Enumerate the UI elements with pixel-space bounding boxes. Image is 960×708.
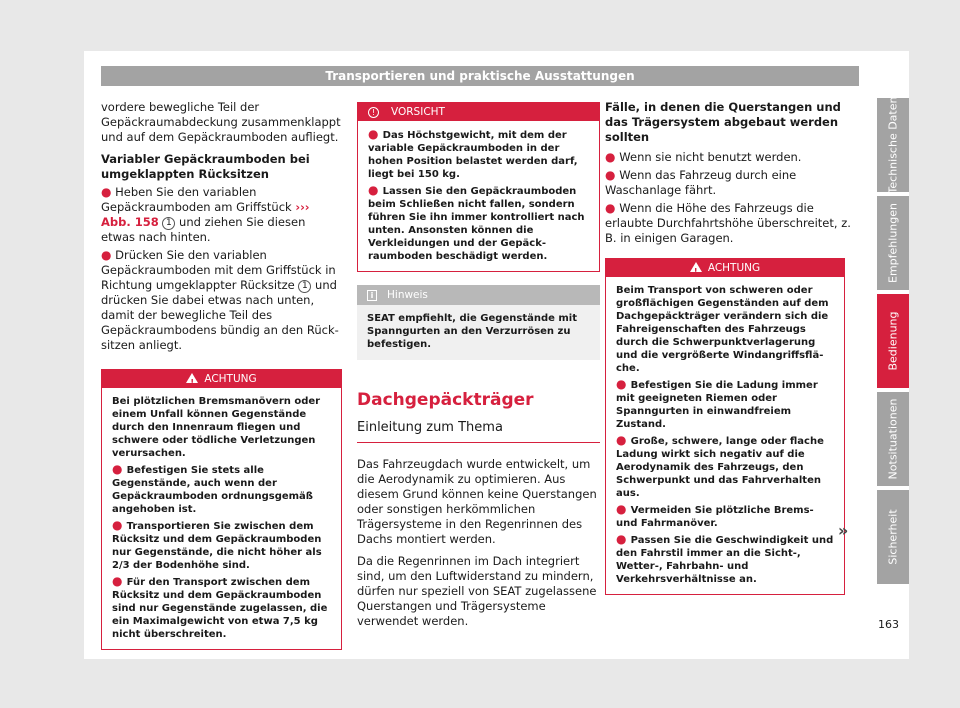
warning-icon bbox=[690, 262, 702, 272]
warning-item: ● Befestigen Sie stets alle Gegenstände, auch wenn der Gepäckraumboden ordnungsgemäß angehoben ist. bbox=[112, 462, 313, 515]
paragraph: Da die Regenrinnen im Dach integriert sind, um den Luftwiderstand zu mindern, dürfen nur speziell von SEAT zugelassene Querstangen und Trägersysteme verwendet werden. bbox=[357, 554, 597, 628]
column-3 bbox=[605, 100, 859, 595]
warning-item: ● Transportieren Sie zwischen dem Rücksitz und dem Gepäckraumboden nur Gegenstände, die nicht höher als 2/3 der Bodenhöhe sind. bbox=[112, 518, 322, 571]
caution-box bbox=[357, 102, 600, 272]
continue-marker: » bbox=[838, 521, 849, 540]
column-2 bbox=[357, 102, 600, 636]
info-icon: i bbox=[367, 290, 377, 301]
column-1 bbox=[101, 100, 342, 650]
tab-sicherheit[interactable]: Sicherheit bbox=[877, 490, 909, 584]
warning-item: ● Vermeiden Sie plötzliche Brems- und Fahrmanöver. bbox=[616, 502, 814, 529]
bullet-icon: ● bbox=[101, 185, 112, 199]
intro-paragraph: vordere bewegliche Teil der Gepäckraumabdeckung zusammenklappt und auf dem Gepäckraumboden aufliegt. bbox=[101, 100, 341, 144]
subheading: Fälle, in denen die Querstangen und das Trägersystem abgebaut werden sollten bbox=[605, 100, 841, 144]
figure-link[interactable]: ››› Abb. 158 bbox=[101, 200, 310, 229]
subsection-title: Einleitung zum Thema bbox=[357, 420, 600, 443]
warning-item: ● Für den Transport zwischen dem Rücksitz und dem Gepäckraumboden sind nur Gegenstände zugelassen, die ein Maximalgewicht von etwa 7,5 kg nicht überschreiten. bbox=[112, 574, 328, 640]
bullet-icon: ● bbox=[101, 248, 112, 262]
tab-notsituationen[interactable]: Notsituationen bbox=[877, 392, 909, 486]
note-header: i Hinweis bbox=[357, 285, 600, 305]
section-title: Dachgepäckträger bbox=[357, 390, 534, 410]
note-box bbox=[357, 285, 600, 360]
warning-icon bbox=[186, 373, 198, 383]
caution-icon: ! bbox=[368, 107, 379, 118]
warning-header: !ACHTUNG bbox=[102, 370, 341, 388]
note-text: SEAT empfiehlt, die Gegenstände mit Spanngurten an den Verzurrösen zu befestigen. bbox=[367, 313, 578, 350]
list-item: ● Heben Sie den variablen Gepäckraumboden am Griffstück ››› Abb. 158 1 und ziehen Sie diesen etwas nach hinten. bbox=[101, 185, 310, 244]
caution-header: ! VORSICHT bbox=[358, 103, 599, 121]
warning-item: ● Große, schwere, lange oder flache Ladung wirkt sich negativ auf die Aerodynamik des Fahrzeugs, den Schwerpunkt und das Fahrverhalten aus. bbox=[616, 433, 824, 499]
tab-empfehlungen[interactable]: Empfehlungen bbox=[877, 196, 909, 290]
list-item: ● Drücken Sie den variablen Gepäckraumboden mit dem Griffstück in Richtung umgeklappter Rücksitze 1 und drücken Sie dabei etwas nach unten, damit der bewegliche Teil des Gepäckraumbodens bündig an den Rücksitzen anliegt. bbox=[101, 248, 339, 352]
chapter-header: Transportieren und praktische Ausstattungen bbox=[101, 66, 859, 86]
subheading: Variabler Gepäckraumboden bei umgeklappten Rücksitzen bbox=[101, 152, 310, 181]
page-number: 163 bbox=[878, 618, 899, 631]
tab-bedienung[interactable]: Bedienung bbox=[877, 294, 909, 388]
warning-header: !ACHTUNG bbox=[606, 259, 844, 277]
warning-box bbox=[101, 369, 342, 650]
caution-item: ● Das Höchstgewicht, mit dem der variable Gepäckraumboden in der hohen Position belastet werden darf, liegt bei 150 kg. bbox=[368, 127, 578, 180]
list-item: ● Wenn das Fahrzeug durch eine Waschanlage fährt. bbox=[605, 168, 797, 197]
list-item: ● Wenn sie nicht benutzt werden. bbox=[605, 150, 802, 164]
list-item: ● Wenn die Höhe des Fahrzeugs die erlaubte Durchfahrtshöhe überschreitet, z. B. in einigen Garagen. bbox=[605, 201, 851, 245]
warning-text: Beim Transport von schweren oder großflächigen Gegenständen auf dem Dachgepäckträger verändern sich die Fahreigenschaften des Fahrzeugs durch die Schwerpunktverlagerung und die vergrößerte Windangriffsfläche. bbox=[616, 285, 829, 374]
warning-text: Bei plötzlichen Bremsmanövern oder einem Unfall können Gegenstände durch den Innenraum fliegen und schwere oder tödliche Verletzungen verursachen. bbox=[112, 396, 321, 459]
warning-box bbox=[605, 258, 845, 595]
warning-item: ● Passen Sie die Geschwindigkeit und den Fahrstil immer an die Sicht-, Wetter-, Fahrbahn- und Verkehrsverhältnisse an. bbox=[616, 532, 834, 585]
callout-number: 1 bbox=[298, 280, 311, 293]
caution-item: ● Lassen Sie den Gepäckraumboden beim Schließen nicht fallen, sondern führen Sie ihn immer kontrolliert nach unten. Ansonsten können die Verkleidungen und der Gepäckraumboden beschädigt werden. bbox=[368, 183, 585, 262]
warning-item: ● Befestigen Sie die Ladung immer mit geeigneten Riemen oder Spanngurten in einwandfreiem Zustand. bbox=[616, 377, 818, 430]
tab-technische-daten[interactable]: Technische Daten bbox=[877, 98, 909, 192]
paragraph: Das Fahrzeugdach wurde entwickelt, um die Aerodynamik zu optimieren. Aus diesem Grund können keine Querstangen oder sonstigen herkömmlichen Trägersysteme in den Regenrinnen des Dachs montiert werden. bbox=[357, 457, 597, 546]
callout-number: 1 bbox=[162, 217, 175, 230]
